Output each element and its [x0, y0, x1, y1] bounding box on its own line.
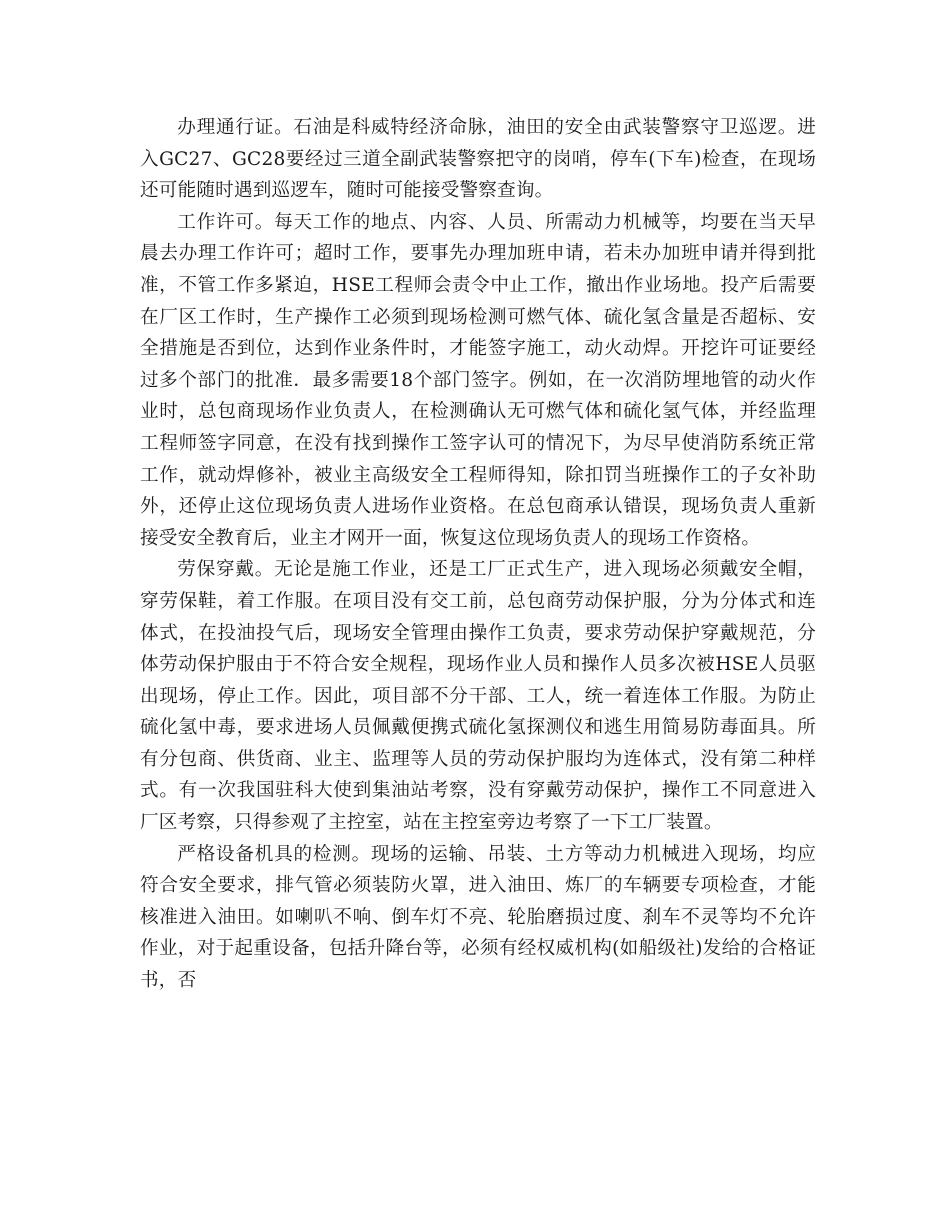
paragraph-work-permit: 工作许可。每天工作的地点、内容、人员、所需动力机械等，均要在当天早晨去办理工作许可；超时工作，要事先办理加班申请，若未办加班申请并得到批准，不管工作多紧迫，HSE工程师会责令中止工作，撤出作业场地。投产后需要在厂区工作时，生产操作工必须到现场检测可燃气体、硫化氢含量是否超标、安全措施是否到位，达到作业条件时，才能签字施工，动火动焊。开挖许可证要经过多个部门的批准．最多需要18个部门签字。例如，在一次消防埋地管的动火作业时，总包商现场作业负责人，在检测确认无可燃气体和硫化氢气体，并经监理工程师签字同意，在没有找到操作工签字认可的情况下，为尽早使消防系统正常工作，就动焊修补，被业主高级安全工程师得知，除扣罚当班操作工的子女补助外，还停止这位现场负责人进场作业资格。在总包商承认错误，现场负责人重新接受安全教育后，业主才网开一面，恢复这位现场负责人的现场工作资格。	[140, 211, 816, 549]
paragraph-equipment-inspection: 严格设备机具的检测。现场的运输、吊装、土方等动力机械进入现场，均应符合安全要求，排气管必须装防火罩，进入油田、炼厂的车辆要专项检查，才能核准进入油田。如喇叭不响、倒车灯不亮、轮胎磨损过度、刹车不灵等均不允许作业，对于起重设备，包括升降台等，必须有经权威机构(如船级社)发给的合格证书，否	[140, 843, 816, 992]
document-body	[140, 112, 816, 997]
paragraph-protective-wear: 劳保穿戴。无论是施工作业，还是工厂正式生产，进入现场必须戴安全帽，穿劳保鞋，着工作服。在项目没有交工前，总包商劳动保护服，分为分体式和连体式，在投油投气后，现场安全管理由操作工负责，要求劳动保护穿戴规范，分体劳动保护服由于不符合安全规程，现场作业人员和操作人员多次被HSE人员驱出现场，停止工作。因此，项目部不分干部、工人，统一着连体工作服。为防止硫化氢中毒，要求进场人员佩戴便携式硫化氢探测仪和逃生用简易防毒面具。所有分包商、供货商、业主、监理等人员的劳动保护服均为连体式，没有第二种样式。有一次我国驻科大使到集油站考察，没有穿戴劳动保护，操作工不同意进入厂区考察，只得参观了主控室，站在主控室旁边考察了一下工厂装置。	[140, 559, 816, 834]
paragraph-pass-permit: 办理通行证。石油是科威特经济命脉，油田的安全由武装警察守卫巡逻。进入GC27、GC28要经过三道全副武装警察把守的岗哨，停车(下车)检查，在现场还可能随时遇到巡逻车，随时可能接受警察查询。	[140, 117, 816, 202]
